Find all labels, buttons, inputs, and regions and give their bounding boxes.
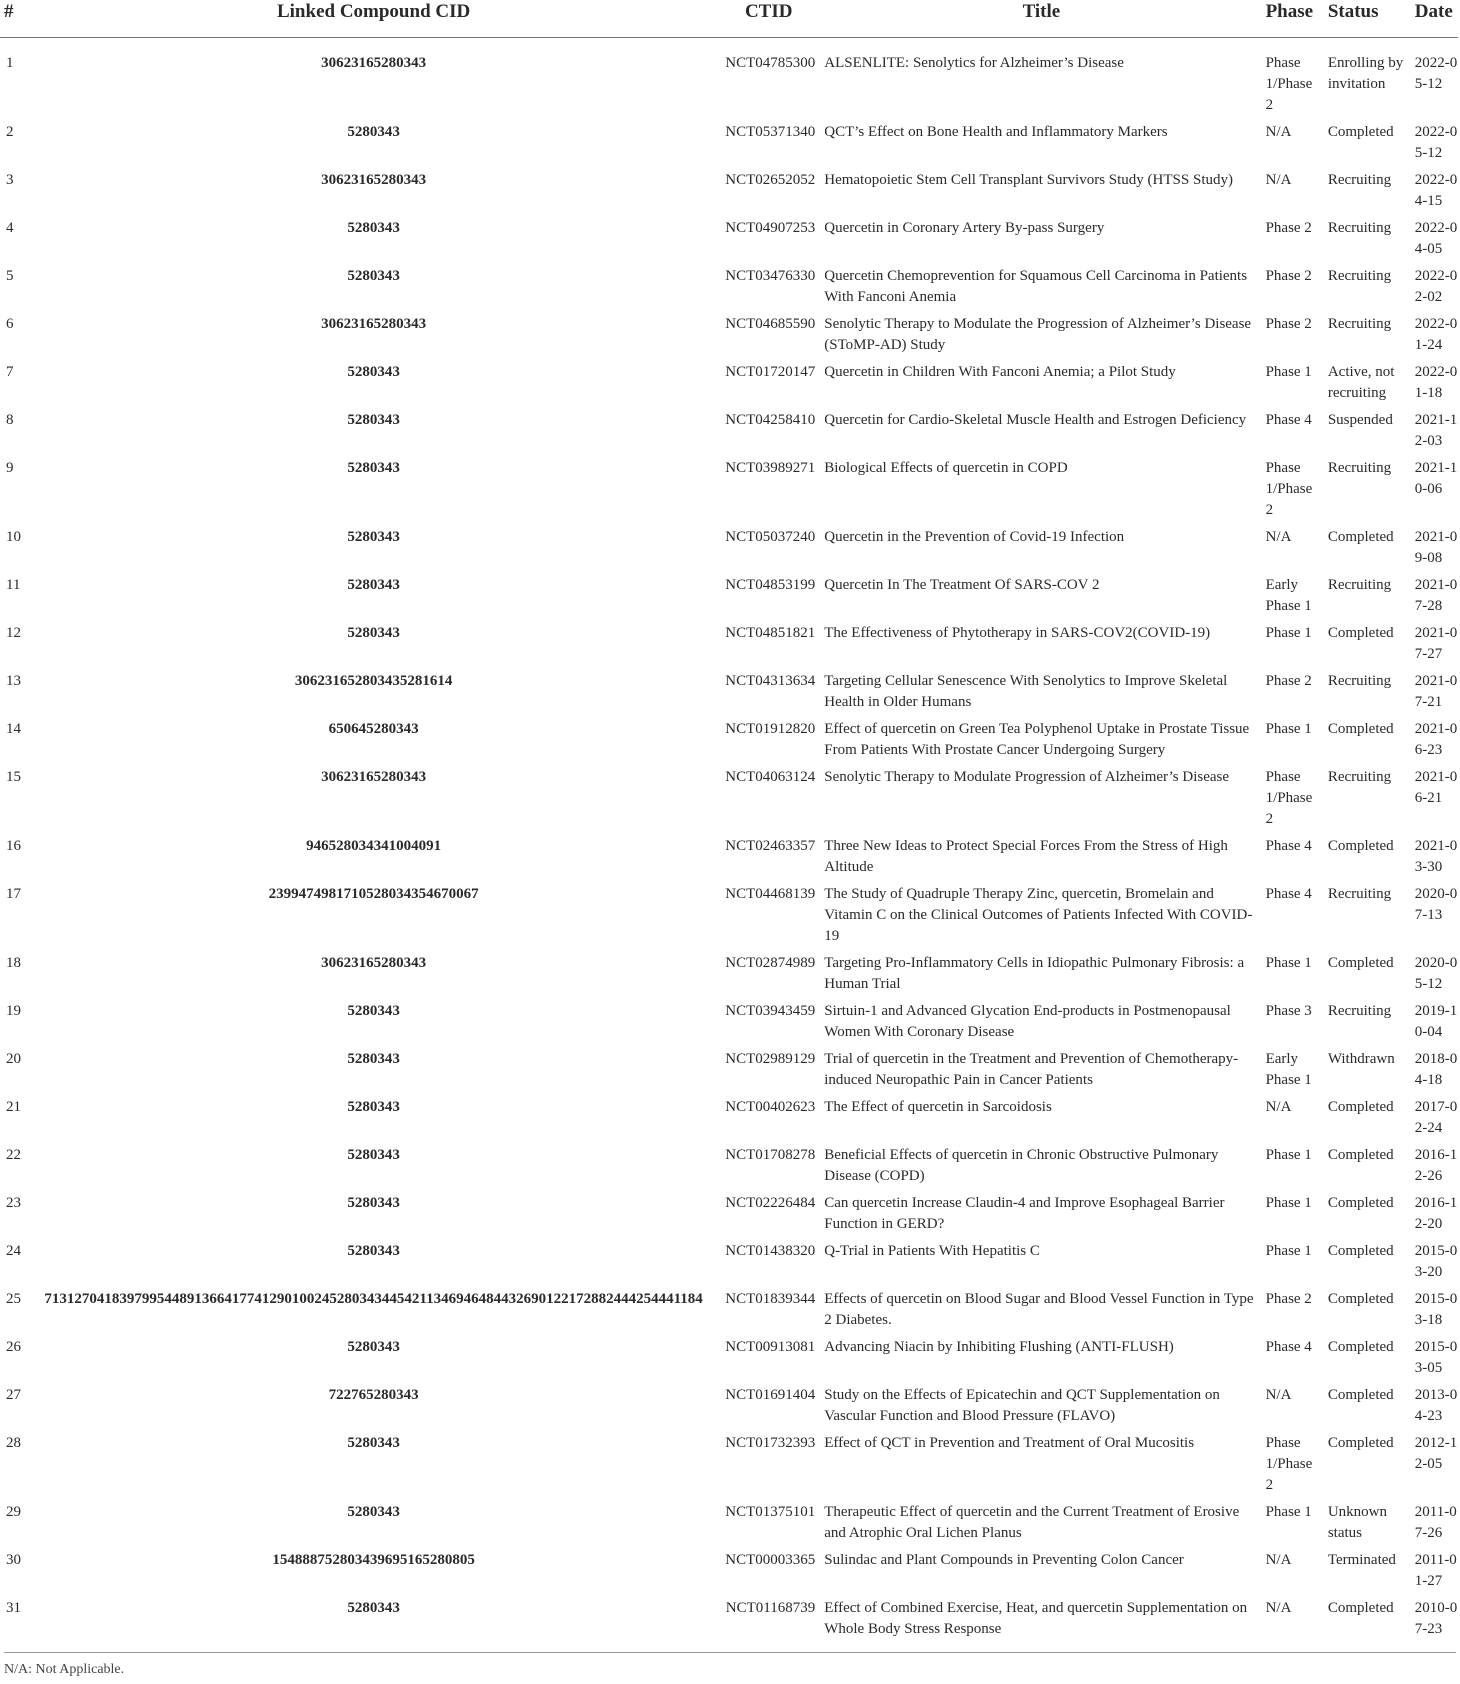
row-number: 20 [6,1051,21,1067]
trial-title: Effects of quercetin on Blood Sugar and Blood Vessel Function in Type 2 Diabetes. [824,1291,1254,1328]
row-number: 29 [6,1504,21,1520]
compound-cid: 5280343 [347,1147,400,1163]
row-number: 31 [6,1600,21,1616]
header-date: Date [1412,0,1458,38]
row-number: 8 [6,412,14,428]
trial-date: 2019-10-04 [1414,1003,1458,1040]
trial-title: The Study of Quadruple Therapy Zinc, quercetin, Bromelain and Vitamin C on the Clinical Outcomes of Patients Infected With COVID-19 [824,886,1253,944]
trial-date: 2016-12-20 [1414,1195,1458,1232]
trial-date: 2016-12-26 [1414,1147,1458,1184]
table-row [0,1094,1458,1142]
trial-phase: Phase 2 [1265,673,1312,689]
trial-id: NCT05037240 [725,529,816,545]
row-number: 22 [6,1147,21,1163]
trial-id: NCT01720147 [725,364,816,380]
compound-cid: 5280343 [347,1339,400,1355]
table-row [0,38,1458,120]
compound-cid: 5280343 [347,1099,400,1115]
trial-phase: Phase 4 [1265,838,1312,854]
trial-status: Completed [1327,1339,1394,1355]
compound-cid: 5280343 [347,625,400,641]
trial-title: Senolytic Therapy to Modulate the Progression of Alzheimer’s Disease (SToMP-AD) Study [824,316,1252,353]
trial-title: Q-Trial in Patients With Hepatitis C [824,1243,1040,1259]
row-number: 24 [6,1243,21,1259]
trial-title: Effect of Combined Exercise, Heat, and quercetin Supplementation on Whole Body Stress Response [824,1600,1248,1637]
trial-status: Completed [1327,1435,1394,1451]
trial-id: NCT04063124 [725,769,816,785]
row-number: 13 [6,673,21,689]
trial-phase: Phase 2 [1265,316,1312,332]
trial-date: 2021-03-30 [1414,838,1458,875]
trial-date: 2011-01-27 [1414,1552,1457,1589]
trial-title: Quercetin in Children With Fanconi Anemia; a Pilot Study [824,364,1176,380]
compound-cid: 5280343 [347,220,400,236]
trial-phase: Phase 4 [1265,886,1312,902]
trial-status: Completed [1327,1291,1394,1307]
trial-status: Unknown status [1327,1504,1387,1541]
table-row [0,833,1458,881]
compound-cid: 15488875280343969516528080​5 [272,1552,475,1568]
trial-title: Advancing Niacin by Inhibiting Flushing (ANTI-FLUSH) [824,1339,1174,1355]
trial-id: NCT03989271 [725,460,816,476]
trial-date: 2015-03-05 [1414,1339,1458,1376]
trial-status: Recruiting [1327,268,1392,284]
trial-id: NCT02874989 [725,955,816,971]
trial-title: Sirtuin-1 and Advanced Glycation End-products in Postmenopausal Women With Coronary Disease [824,1003,1231,1040]
trial-phase: Phase 1 [1265,955,1312,971]
trial-phase: Phase 2 [1265,268,1312,284]
trial-date: 2022-05-12 [1414,124,1458,161]
compound-cid: 5280343 [347,1003,400,1019]
compound-cid: 5280343 [347,1600,400,1616]
compound-cid: 30623165280343 [321,55,427,71]
header-ctid: CTID [717,0,820,38]
trial-phase: Phase 2 [1265,220,1312,236]
trial-phase: Phase 1 [1265,364,1312,380]
trial-phase: Phase 4 [1265,412,1312,428]
trial-title: Quercetin In The Treatment Of SARS-COV 2 [824,577,1100,593]
trial-date: 2021-09-08 [1414,529,1458,566]
compound-cid: 30623165280343 [321,316,427,332]
trial-date: 2021-06-21 [1414,769,1458,806]
trial-status: Recruiting [1327,769,1392,785]
trial-title: Senolytic Therapy to Modulate Progression of Alzheimer’s Disease [824,769,1230,785]
trial-status: Completed [1327,1147,1394,1163]
row-number: 4 [6,220,14,236]
trial-date: 2012-12-05 [1414,1435,1458,1472]
trial-status: Completed [1327,1600,1394,1616]
trial-date: 2022-05-12 [1414,55,1458,92]
row-number: 18 [6,955,21,971]
trial-title: Trial of quercetin in the Treatment and Prevention of Chemotherapy-induced Neuropathic Pain in Cancer Patients [824,1051,1239,1088]
trial-id: NCT02226484 [725,1195,816,1211]
trial-id: NCT04313634 [725,673,816,689]
trial-title: Hematopoietic Stem Cell Transplant Survivors Study (HTSS Study) [824,172,1233,188]
trial-status: Completed [1327,1243,1394,1259]
trial-title: Three New Ideas to Protect Special Forces From the Stress of High Altitude [824,838,1228,875]
compound-cid: 5280343 [347,364,400,380]
compound-cid: 722765280343 [328,1387,419,1403]
trial-id: NCT04907253 [725,220,816,236]
trial-status: Completed [1327,955,1394,971]
trial-date: 2015-03-18 [1414,1291,1458,1328]
trial-date: 2015-03-20 [1414,1243,1458,1280]
row-number: 12 [6,625,21,641]
table-row [0,311,1458,359]
table-row [0,1142,1458,1190]
table-row [0,881,1458,950]
table-row [0,668,1458,716]
trial-id: NCT01375101 [725,1504,816,1520]
table-row [0,572,1458,620]
trial-status: Recruiting [1327,577,1392,593]
row-number: 11 [6,577,21,593]
row-number: 16 [6,838,21,854]
trial-status: Recruiting [1327,220,1392,236]
row-number: 14 [6,721,21,737]
trial-id: NCT02652052 [725,172,816,188]
compound-cid: 5280343 [347,1195,400,1211]
footer-rule [4,1652,1456,1653]
trial-phase: Phase 1 [1265,1504,1312,1520]
trial-id: NCT01912820 [725,721,816,737]
trial-title: Quercetin in Coronary Artery By-pass Surgery [824,220,1105,236]
trial-date: 2020-07-13 [1414,886,1458,923]
trial-title: The Effectiveness of Phytotherapy in SARS-COV2(COVID-19) [824,625,1211,641]
table-header [0,0,1458,38]
row-number: 23 [6,1195,21,1211]
trial-date: 2011-07-26 [1414,1504,1457,1541]
trial-date: 2021-06-23 [1414,721,1458,758]
table-row [0,1190,1458,1238]
table-row [0,359,1458,407]
trial-id: NCT01732393 [725,1435,816,1451]
trial-phase: N/A [1265,172,1292,188]
table-row [0,119,1458,167]
row-number: 10 [6,529,21,545]
trial-date: 2013-04-23 [1414,1387,1458,1424]
trial-status: Recruiting [1327,673,1392,689]
trial-phase: Phase 2 [1265,1291,1312,1307]
table-row [0,950,1458,998]
trial-id: NCT03943459 [725,1003,816,1019]
table-row [0,1046,1458,1094]
trial-title: Quercetin for Cardio-Skeletal Muscle Health and Estrogen Deficiency [824,412,1247,428]
row-number: 15 [6,769,21,785]
trial-date: 2010-07-23 [1414,1600,1458,1637]
table-row [0,455,1458,524]
table-row [0,407,1458,455]
trial-phase: Phase 4 [1265,1339,1312,1355]
trial-date: 2017-02-24 [1414,1099,1458,1136]
trial-phase: Phase 1 [1265,721,1312,737]
trial-title: The Effect of quercetin in Sarcoidosis [824,1099,1052,1115]
trial-status: Completed [1327,1195,1394,1211]
trial-status: Suspended [1327,412,1393,428]
trial-date: 2021-12-03 [1414,412,1458,449]
trial-date: 2021-07-21 [1414,673,1458,710]
trial-status: Completed [1327,1099,1394,1115]
table-row [0,620,1458,668]
compound-cid: 5280343 [347,124,400,140]
trial-status: Enrolling by invitation [1327,55,1404,92]
row-number: 27 [6,1387,21,1403]
trial-date: 2022-01-24 [1414,316,1458,353]
trial-title: Therapeutic Effect of quercetin and the Current Treatment of Erosive and Atrophic Oral Lichen Planus [824,1504,1240,1541]
table-row [0,1238,1458,1286]
trial-id: NCT01839344 [725,1291,816,1307]
trial-title: Targeting Pro-Inflammatory Cells in Idiopathic Pulmonary Fibrosis: a Human Trial [824,955,1245,992]
trial-title: Biological Effects of quercetin in COPD [824,460,1068,476]
row-number: 2 [6,124,14,140]
trial-phase: Phase 1 [1265,1147,1312,1163]
row-number: 5 [6,268,14,284]
trial-phase: Phase 1 [1265,1243,1312,1259]
row-number: 25 [6,1291,21,1307]
table-row [0,1382,1458,1430]
trial-status: Completed [1327,124,1394,140]
trial-title: QCT’s Effect on Bone Health and Inflammatory Markers [824,124,1168,140]
trial-status: Active, not recruiting [1327,364,1395,401]
trial-id: NCT04851821 [725,625,816,641]
trial-status: Recruiting [1327,1003,1392,1019]
trial-id: NCT01691404 [725,1387,816,1403]
trial-date: 2018-04-18 [1414,1051,1458,1088]
row-number: 6 [6,316,14,332]
trial-id: NCT05371340 [725,124,816,140]
header-cid: Linked Compound CID [30,0,717,38]
compound-cid: 239947498171052803435467006​7 [268,886,479,902]
trial-status: Recruiting [1327,460,1392,476]
trial-phase: Phase 1 [1265,625,1312,641]
compound-cid: 5280343 [347,1051,400,1067]
trial-status: Recruiting [1327,172,1392,188]
compound-cid: 30623165280343 [321,955,427,971]
trial-status: Terminated [1327,1552,1396,1568]
trial-date: 2022-01-18 [1414,364,1458,401]
table-row [0,998,1458,1046]
table-row [0,764,1458,833]
trial-phase: N/A [1265,1387,1292,1403]
trial-date: 2020-05-12 [1414,955,1458,992]
table-row [0,1334,1458,1382]
trial-date: 2022-04-05 [1414,220,1458,257]
trial-title: ALSENLITE: Senolytics for Alzheimer’s Disease [824,55,1124,71]
table-row [0,1595,1458,1643]
trial-id: NCT04853199 [725,577,816,593]
trial-id: NCT04468139 [725,886,816,902]
footnote: N/A: Not Applicable. [4,1662,125,1677]
trial-id: NCT01438320 [725,1243,816,1259]
table-row [0,1430,1458,1499]
table-body [0,38,1458,1644]
trial-phase: Phase 1/Phase 2 [1265,460,1313,518]
trial-id: NCT01708278 [725,1147,816,1163]
row-number: 21 [6,1099,21,1115]
trial-id: NCT04785300 [725,55,816,71]
trial-phase: Early Phase 1 [1265,1051,1312,1088]
table-row [0,1547,1458,1595]
trial-phase: N/A [1265,529,1292,545]
row-number: 28 [6,1435,21,1451]
table-row [0,263,1458,311]
compound-cid: 5280343 [347,529,400,545]
trial-phase: Phase 1 [1265,1195,1312,1211]
trial-title: Sulindac and Plant Compounds in Preventing Colon Cancer [824,1552,1184,1568]
row-number: 19 [6,1003,21,1019]
trial-status: Completed [1327,838,1394,854]
trial-id: NCT00003365 [725,1552,816,1568]
compound-cid: 946528034341004091 [306,838,442,854]
trial-phase: N/A [1265,1552,1292,1568]
header-number: # [0,0,30,38]
compound-cid: 5280343 [347,577,400,593]
trial-phase: Phase 1/Phase 2 [1265,769,1313,827]
trial-status: Recruiting [1327,886,1392,902]
trial-id: NCT04258410 [725,412,816,428]
trial-title: Beneficial Effects of quercetin in Chronic Obstructive Pulmonary Disease (COPD) [824,1147,1219,1184]
compound-cid: 306231652803435281614 [294,673,453,689]
row-number: 30 [6,1552,21,1568]
header-status: Status [1325,0,1412,38]
trial-id: NCT00402623 [725,1099,816,1115]
table-row [0,167,1458,215]
compound-cid: 5280343 [347,1243,400,1259]
compound-cid: 71312704183979954489136641774129010024528034344542113469464844326901221728824442544411​84 [44,1291,703,1307]
trial-id: NCT04685590 [725,316,816,332]
compound-cid: 5280343 [347,268,400,284]
trial-date: 2021-07-27 [1414,625,1458,662]
table-row [0,1499,1458,1547]
compound-cid: 5280343 [347,1504,400,1520]
compound-cid: 5280343 [347,1435,400,1451]
trial-phase: N/A [1265,1099,1292,1115]
trial-status: Completed [1327,1387,1394,1403]
trial-title: Can quercetin Increase Claudin-4 and Improve Esophageal Barrier Function in GERD? [824,1195,1225,1232]
trial-id: NCT01168739 [725,1600,816,1616]
table-row [0,215,1458,263]
trial-title: Effect of QCT in Prevention and Treatment of Oral Mucositis [824,1435,1195,1451]
compound-cid: 30623165280343 [321,769,427,785]
table-row [0,1286,1458,1334]
compound-cid: 650645280343 [328,721,419,737]
trial-status: Completed [1327,625,1394,641]
trial-id: NCT03476330 [725,268,816,284]
trial-title: Effect of quercetin on Green Tea Polyphenol Uptake in Prostate Tissue From Patients With Prostate Cancer Undergoing Surgery [824,721,1250,758]
row-number: 7 [6,364,14,380]
trial-date: 2022-04-15 [1414,172,1458,209]
trial-phase: Phase 1/Phase 2 [1265,55,1313,113]
compound-cid: 5280343 [347,460,400,476]
row-number: 9 [6,460,14,476]
row-number: 17 [6,886,21,902]
header-title: Title [820,0,1262,38]
compound-cid: 30623165280343 [321,172,427,188]
trial-phase: Phase 3 [1265,1003,1312,1019]
trial-phase: N/A [1265,124,1292,140]
trial-id: NCT02463357 [725,838,816,854]
trial-title: Targeting Cellular Senescence With Senolytics to Improve Skeletal Health in Older Humans [824,673,1228,710]
trial-status: Completed [1327,721,1394,737]
trial-title: Quercetin in the Prevention of Covid-19 Infection [824,529,1125,545]
row-number: 3 [6,172,14,188]
trial-id: NCT00913081 [725,1339,816,1355]
trial-status: Completed [1327,529,1394,545]
compound-cid: 5280343 [347,412,400,428]
trial-date: 2022-02-02 [1414,268,1458,305]
trial-id: NCT02989129 [725,1051,816,1067]
trial-phase: Early Phase 1 [1265,577,1312,614]
trial-phase: N/A [1265,1600,1292,1616]
trial-phase: Phase 1/Phase 2 [1265,1435,1313,1493]
row-number: 26 [6,1339,21,1355]
table-row [0,716,1458,764]
trial-status: Recruiting [1327,316,1392,332]
trial-date: 2021-07-28 [1414,577,1458,614]
header-phase: Phase [1263,0,1325,38]
trial-date: 2021-10-06 [1414,460,1458,497]
table-row [0,524,1458,572]
row-number: 1 [6,55,14,71]
trial-title: Quercetin Chemoprevention for Squamous Cell Carcinoma in Patients With Fanconi Anemia [824,268,1248,305]
trial-status: Withdrawn [1327,1051,1395,1067]
trial-title: Study on the Effects of Epicatechin and QCT Supplementation on Vascular Function and Blood Pressure (FLAVO) [824,1387,1220,1424]
